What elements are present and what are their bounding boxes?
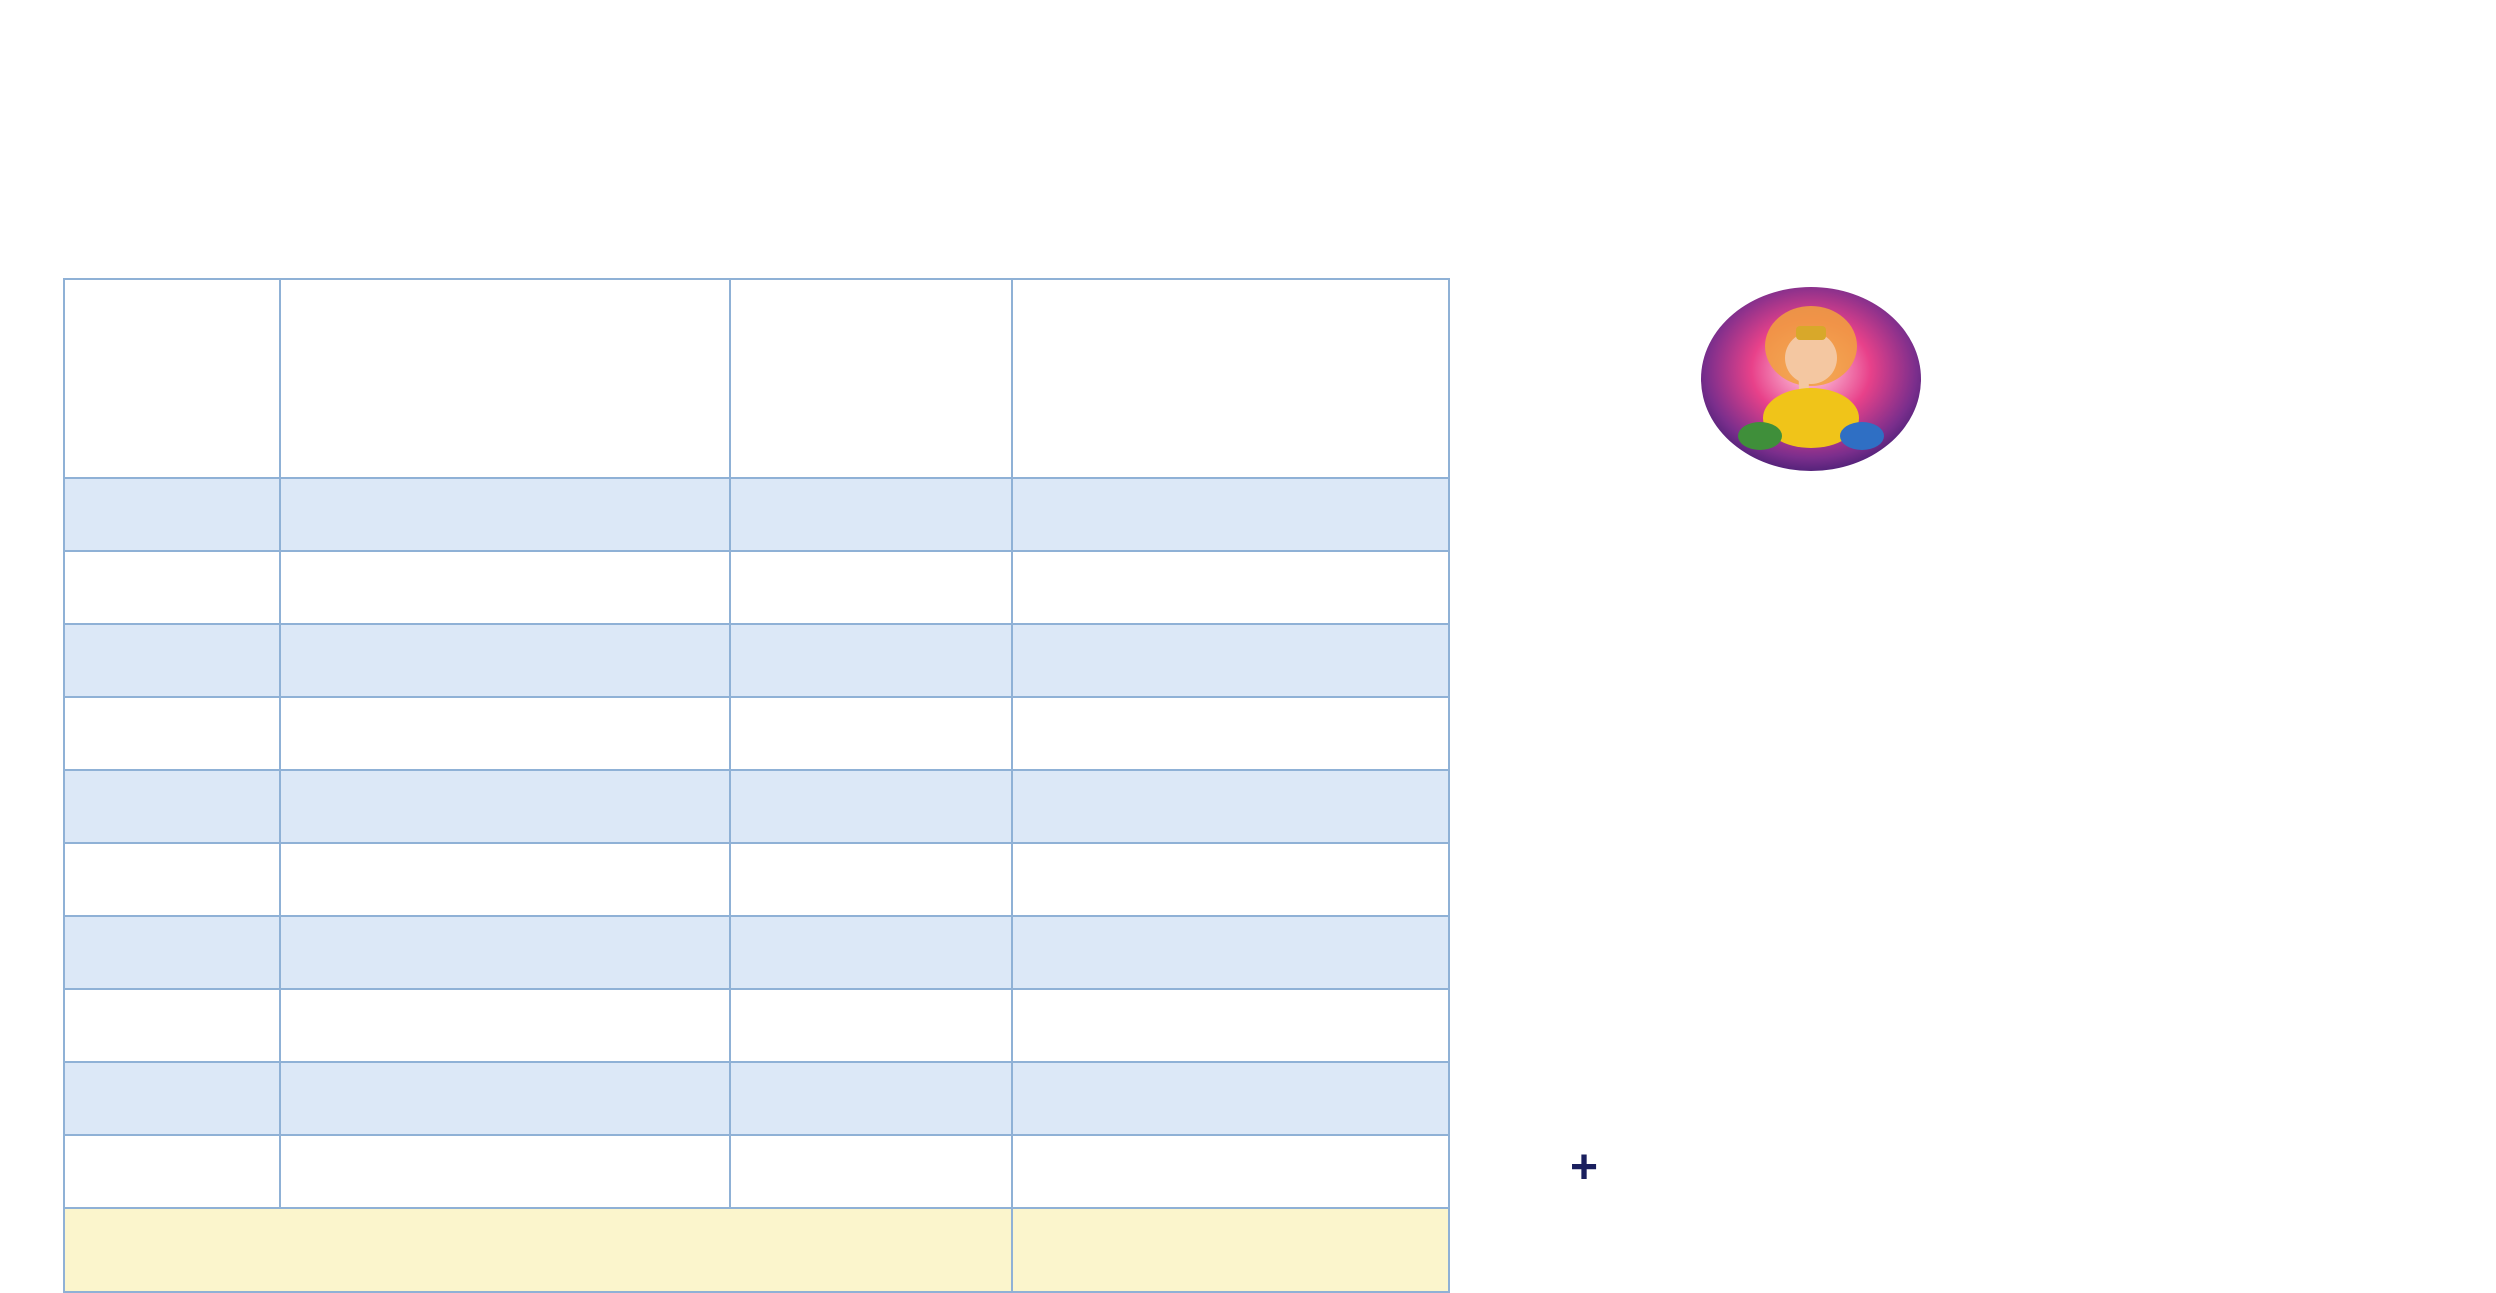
- cell-amount: [1012, 916, 1449, 989]
- cell-amount: [1012, 551, 1449, 624]
- cell-range: [280, 916, 730, 989]
- ganesha-medallion-icon: [1700, 286, 1922, 472]
- cell-per-sft: [730, 551, 1012, 624]
- cell-sno: [64, 989, 280, 1062]
- cell-range: [280, 1062, 730, 1135]
- colored-pencils-top-border: [0, 0, 2496, 260]
- cell-per-sft: [730, 624, 1012, 697]
- cell-range: [280, 989, 730, 1062]
- cell-amount: [1012, 624, 1449, 697]
- cell-per-sft: [730, 1062, 1012, 1135]
- cell-per-sft: [730, 478, 1012, 551]
- cell-per-sft: [730, 989, 1012, 1062]
- table-row: [64, 916, 1449, 989]
- cell-range: [280, 770, 730, 843]
- table-row: [64, 1135, 1449, 1208]
- cell-amount: [1012, 770, 1449, 843]
- cell-amount: [1012, 1135, 1449, 1208]
- cell-range: [280, 1135, 730, 1208]
- cell-per-sft: [730, 843, 1012, 916]
- table-row: [64, 551, 1449, 624]
- total-row: [64, 1208, 1449, 1292]
- cell-per-sft: [730, 1135, 1012, 1208]
- cell-range: [280, 478, 730, 551]
- cell-sno: [64, 770, 280, 843]
- cell-sno: [64, 478, 280, 551]
- cell-sno: [64, 1062, 280, 1135]
- total-value: [1012, 1208, 1449, 1292]
- cell-range: [280, 843, 730, 916]
- cell-amount: [1012, 478, 1449, 551]
- cell-range: [280, 624, 730, 697]
- cell-amount: [1012, 843, 1449, 916]
- table-row: [64, 478, 1449, 551]
- table-row: [64, 697, 1449, 770]
- cell-sno: [64, 1135, 280, 1208]
- table-row: [64, 843, 1449, 916]
- motor-cost-line: [1570, 1140, 1610, 1195]
- cell-sno: [64, 624, 280, 697]
- price-table: [63, 278, 1450, 1293]
- cell-amount: [1012, 989, 1449, 1062]
- cell-sno: [64, 916, 280, 989]
- total-label: [64, 1208, 1012, 1292]
- table-row: [64, 989, 1449, 1062]
- table-row: [64, 624, 1449, 697]
- cell-range: [280, 697, 730, 770]
- table-header-row: [64, 279, 1449, 478]
- header-sno: [64, 279, 280, 478]
- header-per-sft: [730, 279, 1012, 478]
- table-row: [64, 1062, 1449, 1135]
- cell-sno: [64, 551, 280, 624]
- cell-per-sft: [730, 916, 1012, 989]
- table-row: [64, 770, 1449, 843]
- cell-sno: [64, 697, 280, 770]
- cell-amount: [1012, 697, 1449, 770]
- cell-amount: [1012, 1062, 1449, 1135]
- cell-per-sft: [730, 770, 1012, 843]
- plus-icon: +: [1570, 1141, 1599, 1194]
- cell-range: [280, 551, 730, 624]
- colored-pencils-right-border: [2140, 170, 2496, 1292]
- cell-per-sft: [730, 697, 1012, 770]
- cell-sno: [64, 843, 280, 916]
- header-amount: [1012, 279, 1449, 478]
- header-description: [280, 279, 730, 478]
